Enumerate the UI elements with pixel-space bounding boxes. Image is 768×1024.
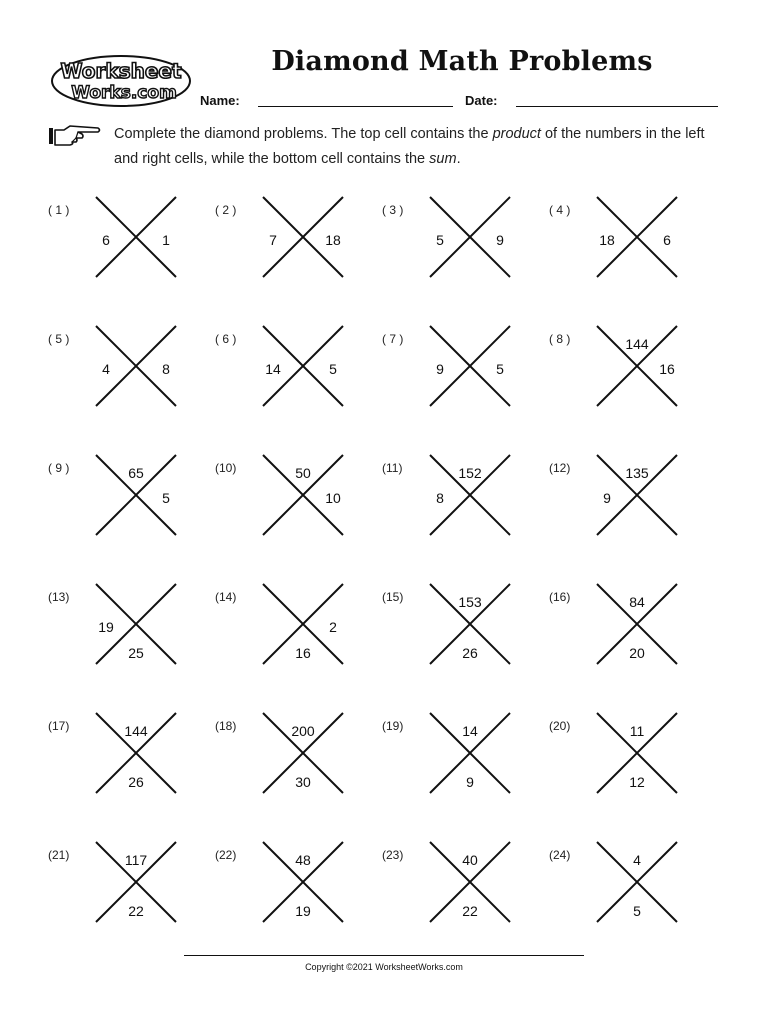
diamond-problem (48, 461, 198, 561)
diamond-problem (549, 332, 699, 432)
diamond-problem (215, 203, 365, 303)
problem-number: (21) (48, 848, 70, 862)
sum-word: sum (429, 151, 457, 167)
diamond-problem (549, 203, 699, 303)
problem-number: ( 2 ) (215, 203, 237, 217)
diamond-top-cell: 84 (629, 594, 645, 610)
diamond-top-cell: 200 (291, 723, 315, 739)
footer-divider (184, 955, 584, 956)
instructions-text (114, 122, 724, 172)
diamond-bottom-cell: 25 (128, 645, 144, 661)
diamond-right-cell: 16 (659, 361, 675, 377)
diamond-problem (382, 719, 532, 819)
diamond-top-cell: 153 (458, 594, 482, 610)
problem-number: (17) (48, 719, 70, 733)
diamond-bottom-cell: 16 (295, 645, 311, 661)
diamond-top-cell: 144 (625, 336, 649, 352)
pointing-hand-icon (48, 124, 102, 148)
diamond-problem (48, 203, 198, 303)
problem-number: ( 3 ) (382, 203, 404, 217)
diamond-bottom-cell: 19 (295, 903, 311, 919)
problem-number: (13) (48, 590, 70, 604)
problem-number: (12) (549, 461, 571, 475)
diamond-bottom-cell: 22 (462, 903, 478, 919)
worksheetworks-logo (50, 54, 192, 108)
diamond-right-cell: 8 (162, 361, 170, 377)
problem-number: (14) (215, 590, 237, 604)
diamond-left-cell: 4 (102, 361, 110, 377)
diamond-top-cell: 48 (295, 852, 311, 868)
diamond-bottom-cell: 22 (128, 903, 144, 919)
diamond-problem (382, 848, 532, 948)
diamond-left-cell: 5 (436, 232, 444, 248)
instructions-part2: of the numbers in the left and right cells, while the bottom cell contains the (114, 126, 705, 167)
copyright-text: Copyright ©2021 WorksheetWorks.com (305, 962, 463, 972)
diamond-right-cell: 18 (325, 232, 341, 248)
problem-number: (11) (382, 461, 403, 475)
diamond-problem (549, 590, 699, 690)
diamond-top-cell: 135 (625, 465, 649, 481)
diamond-top-cell: 117 (124, 852, 148, 868)
diamond-top-cell: 14 (462, 723, 478, 739)
problem-number: (22) (215, 848, 237, 862)
diamond-bottom-cell: 5 (633, 903, 641, 919)
diamond-left-cell: 6 (102, 232, 110, 248)
diamond-right-cell: 1 (162, 232, 170, 248)
diamond-problem (48, 590, 198, 690)
diamond-problem (48, 719, 198, 819)
diamond-problem (215, 590, 365, 690)
problem-number: (16) (549, 590, 571, 604)
name-label: Name: (200, 93, 240, 108)
page-title: Diamond Math Problems (271, 46, 653, 77)
problem-number: (19) (382, 719, 404, 733)
diamond-problem (382, 203, 532, 303)
diamond-top-cell: 11 (629, 723, 645, 739)
diamond-right-cell: 5 (496, 361, 504, 377)
diamond-bottom-cell: 26 (462, 645, 478, 661)
instructions-part1: Complete the diamond problems. The top cell contains the (114, 126, 493, 142)
diamond-right-cell: 5 (162, 490, 170, 506)
name-field-line[interactable] (258, 106, 453, 107)
diamond-problem (549, 461, 699, 561)
diamond-bottom-cell: 20 (629, 645, 645, 661)
instructions-part3: . (456, 151, 461, 167)
diamond-problem (549, 719, 699, 819)
diamond-left-cell: 7 (269, 232, 277, 248)
diamond-right-cell: 9 (496, 232, 504, 248)
logo-text-line2: Works.com (71, 83, 177, 103)
diamond-bottom-cell: 12 (629, 774, 645, 790)
problem-number: ( 8 ) (549, 332, 571, 346)
date-label: Date: (465, 93, 498, 108)
diamond-problem (215, 332, 365, 432)
problem-number: ( 1 ) (48, 203, 70, 217)
diamond-problem (48, 848, 198, 948)
problem-number: (15) (382, 590, 404, 604)
diamond-left-cell: 8 (436, 490, 444, 506)
diamond-top-cell: 144 (124, 723, 148, 739)
diamond-top-cell: 152 (458, 465, 482, 481)
diamond-bottom-cell: 9 (466, 774, 474, 790)
diamond-problem (215, 461, 365, 561)
diamond-problem (215, 848, 365, 948)
diamond-top-cell: 50 (295, 465, 311, 481)
date-field-line[interactable] (516, 106, 718, 107)
diamond-problem (549, 848, 699, 948)
diamond-bottom-cell: 30 (295, 774, 311, 790)
diamond-top-cell: 40 (462, 852, 478, 868)
diamond-left-cell: 19 (98, 619, 114, 635)
diamond-left-cell: 9 (603, 490, 611, 506)
diamond-left-cell: 14 (265, 361, 281, 377)
problem-number: ( 9 ) (48, 461, 70, 475)
diamond-left-cell: 9 (436, 361, 444, 377)
diamond-problem (48, 332, 198, 432)
logo-text-line1: Worksheet (60, 59, 182, 83)
diamond-right-cell: 6 (663, 232, 671, 248)
problem-number: ( 4 ) (549, 203, 571, 217)
diamond-right-cell: 5 (329, 361, 337, 377)
problem-number: (24) (549, 848, 571, 862)
problem-number: (20) (549, 719, 571, 733)
problem-number: ( 7 ) (382, 332, 404, 346)
logo-graphic (50, 54, 192, 108)
diamond-problem (382, 590, 532, 690)
diamond-problem (382, 332, 532, 432)
diamond-right-cell: 10 (325, 490, 341, 506)
diamond-left-cell: 18 (599, 232, 615, 248)
diamond-bottom-cell: 26 (128, 774, 144, 790)
product-word: product (492, 126, 541, 142)
diamond-problem (382, 461, 532, 561)
diamond-top-cell: 4 (633, 852, 641, 868)
diamond-problem (215, 719, 365, 819)
problem-number: (23) (382, 848, 404, 862)
problem-number: (10) (215, 461, 237, 475)
problem-number: (18) (215, 719, 237, 733)
diamond-top-cell: 65 (128, 465, 144, 481)
problem-number: ( 6 ) (215, 332, 237, 346)
problem-number: ( 5 ) (48, 332, 70, 346)
diamond-right-cell: 2 (329, 619, 337, 635)
